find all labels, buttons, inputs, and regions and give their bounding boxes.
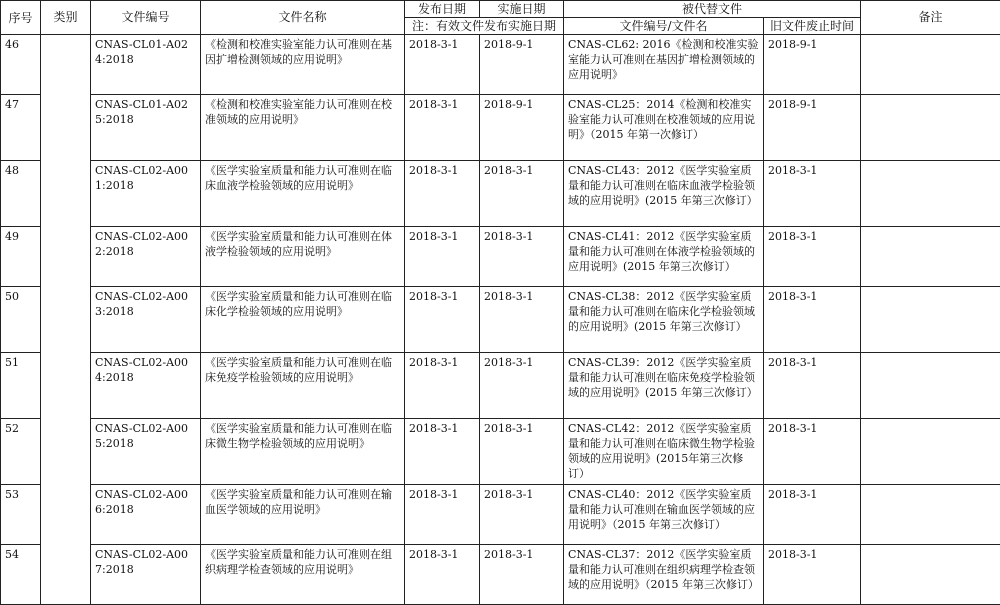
table-row bbox=[1, 353, 1000, 419]
table-row bbox=[1, 485, 1000, 545]
cell-replaced: CNAS-CL42：2012《医学实验室质量和能力认可准则在临床微生物学检验领域的应用说明》(2015年第三次修订） bbox=[564, 419, 764, 485]
cell-seq: 53 bbox=[1, 485, 41, 545]
cell-doc-name: 《医学实验室质量和能力认可准则在临床化学检验领域的应用说明》 bbox=[201, 287, 405, 353]
cell-seq: 49 bbox=[1, 227, 41, 287]
header-note: 注：有效文件发布实施日期 bbox=[405, 18, 564, 35]
header-doc-name: 文件名称 bbox=[201, 1, 405, 35]
cell-doc-no: CNAS-CL02-A005:2018 bbox=[91, 419, 201, 485]
cell-effective: 2018-9-1 bbox=[480, 35, 564, 95]
header-category: 类别 bbox=[41, 1, 91, 35]
cell-doc-name: 《医学实验室质量和能力认可准则在临床血液学检验领域的应用说明》 bbox=[201, 161, 405, 227]
cell-doc-no: CNAS-CL02-A007:2018 bbox=[91, 545, 201, 605]
header-release-date: 发布日期 bbox=[405, 1, 480, 18]
cell-abolish: 2018-3-1 bbox=[764, 419, 861, 485]
cell-replaced: CNAS-CL43：2012《医学实验室质量和能力认可准则在临床血液学检验领域的应用说明》(2015 年第三次修订） bbox=[564, 161, 764, 227]
cell-release: 2018-3-1 bbox=[405, 35, 480, 95]
header-effective-date: 实施日期 bbox=[480, 1, 564, 18]
cell-release: 2018-3-1 bbox=[405, 95, 480, 161]
cell-replaced: CNAS-CL41：2012《医学实验室质量和能力认可准则在体液学检验领域的应用说明》(2015 年第三次修订） bbox=[564, 227, 764, 287]
cell-seq: 46 bbox=[1, 35, 41, 95]
cell-replaced: CNAS-CL38：2012《医学实验室质量和能力认可准则在临床化学检验领域的应用说明》(2015 年第三次修订） bbox=[564, 287, 764, 353]
cell-doc-no: CNAS-CL02-A002:2018 bbox=[91, 227, 201, 287]
cell-seq: 54 bbox=[1, 545, 41, 605]
header-replaced-doc: 被代替文件 bbox=[564, 1, 861, 18]
cell-effective: 2018-3-1 bbox=[480, 287, 564, 353]
cell-seq: 51 bbox=[1, 353, 41, 419]
cell-doc-name: 《医学实验室质量和能力认可准则在体液学检验领域的应用说明》 bbox=[201, 227, 405, 287]
cell-abolish: 2018-3-1 bbox=[764, 485, 861, 545]
cell-doc-name: 《检测和校准实验室能力认可准则在基因扩增检测领域的应用说明》 bbox=[201, 35, 405, 95]
cell-remarks bbox=[861, 419, 1000, 485]
cell-replaced: CNAS-CL39：2012《医学实验室质量和能力认可准则在临床免疫学检验领域的应用说明》(2015 年第三次修订） bbox=[564, 353, 764, 419]
cell-effective: 2018-3-1 bbox=[480, 161, 564, 227]
cell-release: 2018-3-1 bbox=[405, 485, 480, 545]
cell-doc-no: CNAS-CL01-A024:2018 bbox=[91, 35, 201, 95]
cell-doc-name: 《医学实验室质量和能力认可准则在临床微生物学检验领域的应用说明》 bbox=[201, 419, 405, 485]
cell-remarks bbox=[861, 353, 1000, 419]
cell-doc-name: 《检测和校准实验室能力认可准则在校准领域的应用说明》 bbox=[201, 95, 405, 161]
header-replaced-no-name: 文件编号/文件名 bbox=[564, 18, 764, 35]
cell-effective: 2018-9-1 bbox=[480, 95, 564, 161]
cell-remarks bbox=[861, 227, 1000, 287]
cell-release: 2018-3-1 bbox=[405, 227, 480, 287]
cell-remarks bbox=[861, 287, 1000, 353]
table-row bbox=[1, 419, 1000, 485]
cell-doc-name: 《医学实验室质量和能力认可准则在临床免疫学检验领域的应用说明》 bbox=[201, 353, 405, 419]
cell-abolish: 2018-3-1 bbox=[764, 353, 861, 419]
cell-doc-no: CNAS-CL02-A003:2018 bbox=[91, 287, 201, 353]
cell-replaced: CNAS-CL62: 2016《检测和校准实验室能力认可准则在基因扩增检测领域的应用说明》 bbox=[564, 35, 764, 95]
cell-abolish: 2018-9-1 bbox=[764, 35, 861, 95]
cell-release: 2018-3-1 bbox=[405, 545, 480, 605]
cell-release: 2018-3-1 bbox=[405, 353, 480, 419]
cell-effective: 2018-3-1 bbox=[480, 485, 564, 545]
cell-replaced: CNAS-CL25：2014《检测和校准实验室能力认可准则在校准领域的应用说明》（2015 年第一次修订） bbox=[564, 95, 764, 161]
cell-effective: 2018-3-1 bbox=[480, 545, 564, 605]
cell-effective: 2018-3-1 bbox=[480, 353, 564, 419]
cell-remarks bbox=[861, 35, 1000, 95]
cell-release: 2018-3-1 bbox=[405, 419, 480, 485]
cell-seq: 48 bbox=[1, 161, 41, 227]
cell-doc-no: CNAS-CL02-A004:2018 bbox=[91, 353, 201, 419]
header-seq: 序号 bbox=[1, 1, 41, 35]
cell-category bbox=[41, 35, 91, 605]
cell-doc-no: CNAS-CL02-A006:2018 bbox=[91, 485, 201, 545]
cell-abolish: 2018-3-1 bbox=[764, 545, 861, 605]
table-row bbox=[1, 227, 1000, 287]
cell-doc-name: 《医学实验室质量和能力认可准则在输血医学领域的应用说明》 bbox=[201, 485, 405, 545]
cell-remarks bbox=[861, 545, 1000, 605]
table-row bbox=[1, 35, 1000, 95]
cell-remarks bbox=[861, 485, 1000, 545]
table-row bbox=[1, 95, 1000, 161]
cell-remarks bbox=[861, 95, 1000, 161]
cell-release: 2018-3-1 bbox=[405, 287, 480, 353]
cell-replaced: CNAS-CL37：2012《医学实验室质量和能力认可准则在组织病理学检查领域的应用说明》（2015 年第三次修订） bbox=[564, 545, 764, 605]
cell-doc-name: 《医学实验室质量和能力认可准则在组织病理学检查领域的应用说明》 bbox=[201, 545, 405, 605]
cell-doc-no: CNAS-CL02-A001:2018 bbox=[91, 161, 201, 227]
cell-seq: 47 bbox=[1, 95, 41, 161]
cell-seq: 50 bbox=[1, 287, 41, 353]
header-old-abolish-date: 旧文件废止时间 bbox=[764, 18, 861, 35]
table-row bbox=[1, 161, 1000, 227]
cell-abolish: 2018-9-1 bbox=[764, 95, 861, 161]
cell-release: 2018-3-1 bbox=[405, 161, 480, 227]
header-remarks: 备注 bbox=[861, 1, 1000, 35]
cell-abolish: 2018-3-1 bbox=[764, 227, 861, 287]
cell-remarks bbox=[861, 161, 1000, 227]
cell-effective: 2018-3-1 bbox=[480, 419, 564, 485]
cell-abolish: 2018-3-1 bbox=[764, 287, 861, 353]
header-doc-no: 文件编号 bbox=[91, 1, 201, 35]
table-row bbox=[1, 287, 1000, 353]
cell-abolish: 2018-3-1 bbox=[764, 161, 861, 227]
table-row bbox=[1, 545, 1000, 605]
cell-replaced: CNAS-CL40：2012《医学实验室质量和能力认可准则在输血医学领域的应用说明》（2015 年第三次修订） bbox=[564, 485, 764, 545]
cell-doc-no: CNAS-CL01-A025:2018 bbox=[91, 95, 201, 161]
cell-effective: 2018-3-1 bbox=[480, 227, 564, 287]
cell-seq: 52 bbox=[1, 419, 41, 485]
